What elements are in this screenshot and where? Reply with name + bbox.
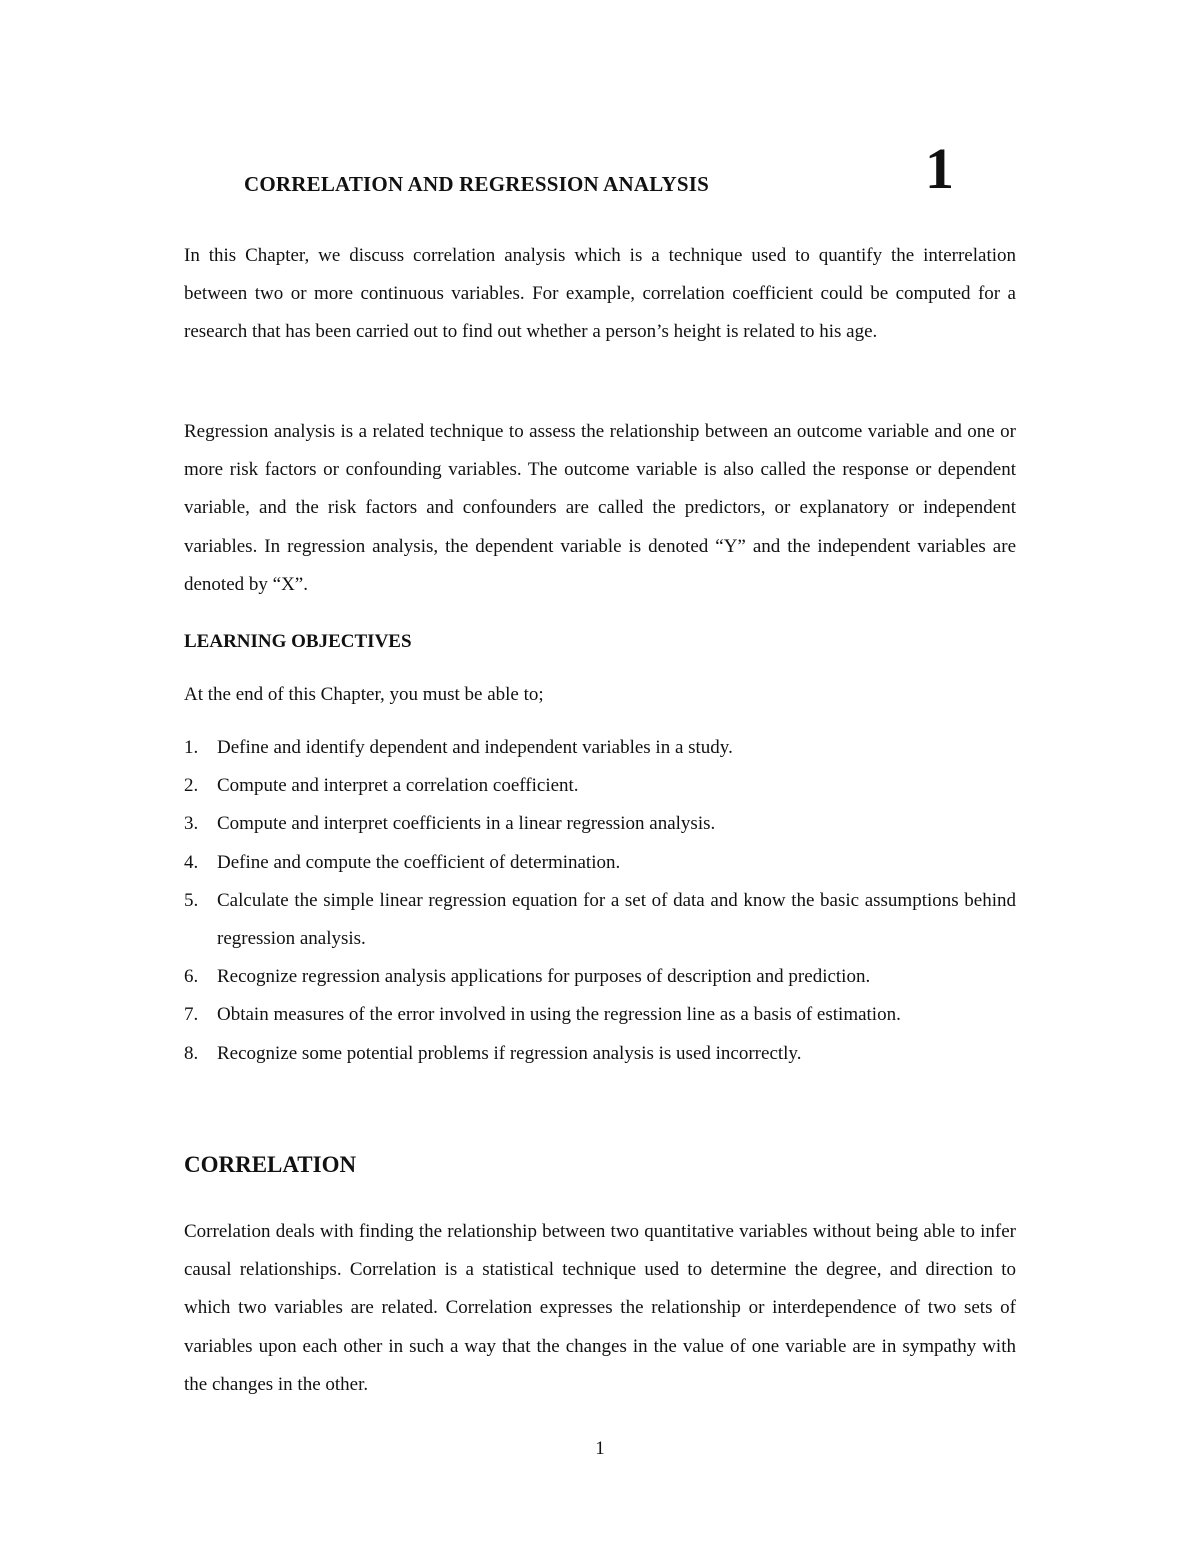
list-item xyxy=(184,729,1016,767)
list-item-number: 1. xyxy=(184,737,199,758)
list-item xyxy=(184,1035,1016,1073)
list-item-number: 5. xyxy=(184,889,199,911)
list-item-text: Compute and interpret coefficients in a linear regression analysis. xyxy=(217,813,716,835)
list-item-number: 3. xyxy=(184,813,199,835)
list-item-text: Compute and interpret a correlation coefficient. xyxy=(217,775,579,797)
list-item xyxy=(184,958,1016,996)
learning-objectives-intro: At the end of this Chapter, you must be able to; xyxy=(184,684,544,705)
list-item-text: Recognize some potential problems if regression analysis is used incorrectly. xyxy=(217,1042,802,1064)
list-item-text: Recognize regression analysis applications for purposes of description and prediction. xyxy=(217,966,871,988)
list-item xyxy=(184,844,1016,882)
regression-paragraph: Regression analysis is a related technique to assess the relationship between an outcome variable and one or more risk factors or confounding variables. The outcome variable is also called the response or dependent variable, and the risk factors and confounders are called the predictors, or explanatory or independent variables. In regression analysis, the dependent variable is denoted “Y” and the independent variables are denoted by “X”. xyxy=(184,421,1016,595)
list-item xyxy=(184,767,1016,805)
list-item xyxy=(184,805,1016,843)
list-item-text: Define and compute the coefficient of determination. xyxy=(217,851,621,873)
list-item xyxy=(184,996,1016,1034)
list-item-number: 6. xyxy=(184,966,199,988)
list-item-number: 8. xyxy=(184,1042,199,1064)
list-item-text: Obtain measures of the error involved in using the regression line as a basis of estimation. xyxy=(217,1004,901,1026)
correlation-heading: CORRELATION xyxy=(184,1152,357,1177)
correlation-paragraph: Correlation deals with finding the relationship between two quantitative variables without being able to infer causal relationships. Correlation is a statistical technique used to determine the degree, and direction to which two variables are related. Correlation expresses the relationship or interdependence of two sets of variables upon each other in such a way that the changes in the value of one variable are in sympathy with the changes in the other. xyxy=(184,1221,1016,1395)
learning-objectives-list xyxy=(184,729,1016,1073)
list-item-number: 7. xyxy=(184,1004,199,1026)
chapter-title: CORRELATION AND REGRESSION ANALYSIS xyxy=(244,172,710,196)
page-number: 1 xyxy=(595,1438,605,1459)
learning-objectives-heading: LEARNING OBJECTIVES xyxy=(184,631,412,652)
intro-paragraph: In this Chapter, we discuss correlation analysis which is a technique used to quantify the interrelation between two or more continuous variables. For example, correlation coefficient could be computed for a research that has been carried out to find out whether a person’s height is related to his age. xyxy=(184,245,1016,343)
list-item-text: Define and identify dependent and independent variables in a study. xyxy=(217,737,733,758)
list-item-number: 2. xyxy=(184,775,199,797)
list-item xyxy=(184,882,1016,958)
chapter-number: 1 xyxy=(925,136,954,201)
list-item-text: Calculate the simple linear regression equation for a set of data and know the basic assumptions behind regression analysis. xyxy=(217,889,1016,950)
list-item-number: 4. xyxy=(184,851,199,873)
